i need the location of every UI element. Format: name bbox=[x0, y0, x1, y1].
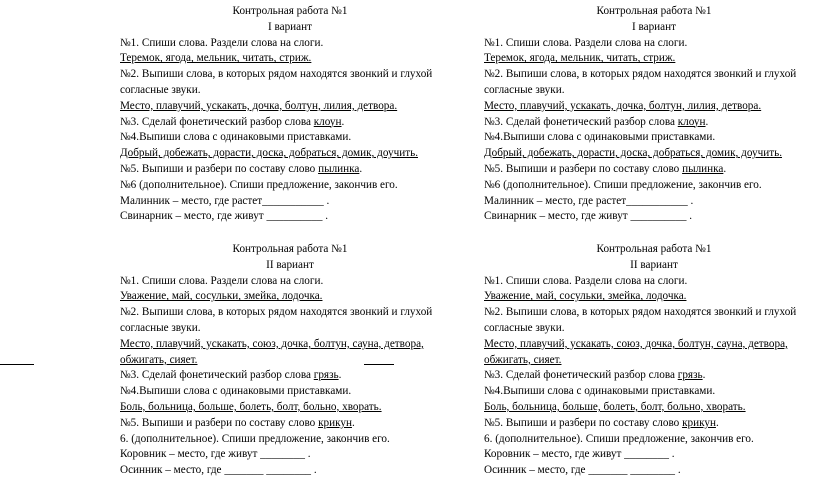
task-5-word: крикун bbox=[682, 416, 716, 429]
task-2-words: Место, плавучий, ускакать, дочка, болтун, лилия, детвора. bbox=[120, 99, 398, 112]
task-4: №4.Выпиши слова с одинаковыми приставками. bbox=[120, 131, 352, 144]
test-card-variant-1-left bbox=[120, 4, 460, 225]
task-2-words: Место, плавучий, ускакать, дочка, болтун, лилия, детвора. bbox=[484, 99, 762, 112]
task-2-line-2: согласные звуки. bbox=[484, 321, 565, 334]
sentence-1: Коровник – место, где живут ________ . bbox=[484, 448, 675, 461]
stray-line-left bbox=[0, 364, 34, 365]
variant-label: I вариант bbox=[267, 20, 313, 33]
task-1: №1. Спиши слова. Раздели слова на слоги. bbox=[484, 36, 688, 49]
task-2-line-1: №2. Выпиши слова, в которых рядом находятся звонкий и глухой bbox=[120, 306, 433, 319]
task-6: 6. (дополнительное). Спиши предложение, закончив его. bbox=[120, 432, 390, 445]
card-title: Контрольная работа №1 bbox=[596, 5, 712, 17]
task-1-words: Теремок, ягода, мельник, читать, стриж. bbox=[120, 52, 312, 65]
variant-label: II вариант bbox=[630, 258, 678, 271]
task-3-word: грязь bbox=[677, 369, 703, 382]
task-5-word: пылинка bbox=[682, 162, 724, 175]
task-6: 6. (дополнительное). Спиши предложение, закончив его. bbox=[484, 432, 754, 445]
task-1: №1. Спиши слова. Раздели слова на слоги. bbox=[484, 274, 688, 287]
task-4-words: Добрый, добежать, дорасти, доска, добраться, домик, доучить. bbox=[484, 147, 782, 160]
card-title: Контрольная работа №1 bbox=[232, 5, 348, 17]
sentence-2: Осинник – место, где _______ ________ . bbox=[484, 464, 681, 477]
task-4: №4.Выпиши слова с одинаковыми приставками. bbox=[484, 385, 716, 398]
task-6: №6 (дополнительное). Спиши предложение, закончив его. bbox=[120, 178, 398, 191]
task-1-words: Уважение, май, сосульки, змейка, лодочка. bbox=[120, 290, 323, 303]
task-2-words: Место, плавучий, ускакать, союз, дочка, болтун, сауна, детвора, bbox=[484, 337, 788, 350]
test-card-variant-2-left bbox=[120, 242, 460, 479]
task-3: №3. Сделай фонетический разбор слова грязь. bbox=[484, 369, 706, 382]
test-card-variant-1-right bbox=[484, 4, 816, 225]
task-4-words: Боль, больница, больше, болеть, болт, больно, хворать. bbox=[120, 400, 382, 413]
task-2-line-2: согласные звуки. bbox=[120, 321, 201, 334]
task-4-words: Добрый, добежать, дорасти, доска, добраться, домик, доучить. bbox=[120, 147, 418, 160]
task-5: №5. Выпиши и разбери по составу слово крикун. bbox=[120, 416, 355, 429]
task-5-word: пылинка bbox=[318, 162, 360, 175]
task-2-words: Место, плавучий, ускакать, союз, дочка, болтун, сауна, детвора, bbox=[120, 337, 424, 350]
task-1-words: Теремок, ягода, мельник, читать, стриж. bbox=[484, 52, 676, 65]
task-3: №3. Сделай фонетический разбор слова клоун. bbox=[484, 115, 709, 128]
task-2-line-2: согласные звуки. bbox=[484, 83, 565, 96]
task-5-word: крикун bbox=[318, 416, 352, 429]
task-1: №1. Спиши слова. Раздели слова на слоги. bbox=[120, 36, 324, 49]
variant-label: II вариант bbox=[266, 258, 314, 271]
task-5: №5. Выпиши и разбери по составу слово пылинка. bbox=[120, 162, 363, 175]
task-3: №3. Сделай фонетический разбор слова грязь. bbox=[120, 369, 342, 382]
task-2-words-cont: обжигать, сияет. bbox=[120, 353, 198, 366]
task-2-line-1: №2. Выпиши слова, в которых рядом находятся звонкий и глухой bbox=[484, 306, 797, 319]
card-title: Контрольная работа №1 bbox=[596, 243, 712, 255]
sentence-1: Малинник – место, где растет___________ . bbox=[484, 194, 694, 207]
task-4-words: Боль, больница, больше, болеть, болт, больно, хворать. bbox=[484, 400, 746, 413]
task-4: №4.Выпиши слова с одинаковыми приставками. bbox=[484, 131, 716, 144]
task-5: №5. Выпиши и разбери по составу слово пылинка. bbox=[484, 162, 727, 175]
sentence-2: Свинарник – место, где живут __________ . bbox=[484, 210, 693, 223]
task-1-words: Уважение, май, сосульки, змейка, лодочка. bbox=[484, 290, 687, 303]
sentence-1: Коровник – место, где живут ________ . bbox=[120, 448, 311, 461]
task-2-words-cont: обжигать, сияет. bbox=[484, 353, 562, 366]
task-4: №4.Выпиши слова с одинаковыми приставками. bbox=[120, 385, 352, 398]
task-3-word: грязь bbox=[313, 369, 339, 382]
task-6: №6 (дополнительное). Спиши предложение, закончив его. bbox=[484, 178, 762, 191]
task-3-word: клоун bbox=[313, 115, 342, 128]
task-3-word: клоун bbox=[677, 115, 706, 128]
task-5: №5. Выпиши и разбери по составу слово крикун. bbox=[484, 416, 719, 429]
sentence-2: Свинарник – место, где живут __________ . bbox=[120, 210, 329, 223]
task-2-line-1: №2. Выпиши слова, в которых рядом находятся звонкий и глухой bbox=[120, 68, 433, 81]
sentence-2: Осинник – место, где _______ ________ . bbox=[120, 464, 317, 477]
card-title: Контрольная работа №1 bbox=[232, 243, 348, 255]
variant-label: I вариант bbox=[631, 20, 677, 33]
task-2-line-1: №2. Выпиши слова, в которых рядом находятся звонкий и глухой bbox=[484, 68, 797, 81]
stray-line-mid bbox=[364, 364, 394, 365]
task-1: №1. Спиши слова. Раздели слова на слоги. bbox=[120, 274, 324, 287]
test-card-variant-2-right bbox=[484, 242, 816, 479]
task-3: №3. Сделай фонетический разбор слова клоун. bbox=[120, 115, 345, 128]
sentence-1: Малинник – место, где растет___________ . bbox=[120, 194, 330, 207]
task-2-line-2: согласные звуки. bbox=[120, 83, 201, 96]
